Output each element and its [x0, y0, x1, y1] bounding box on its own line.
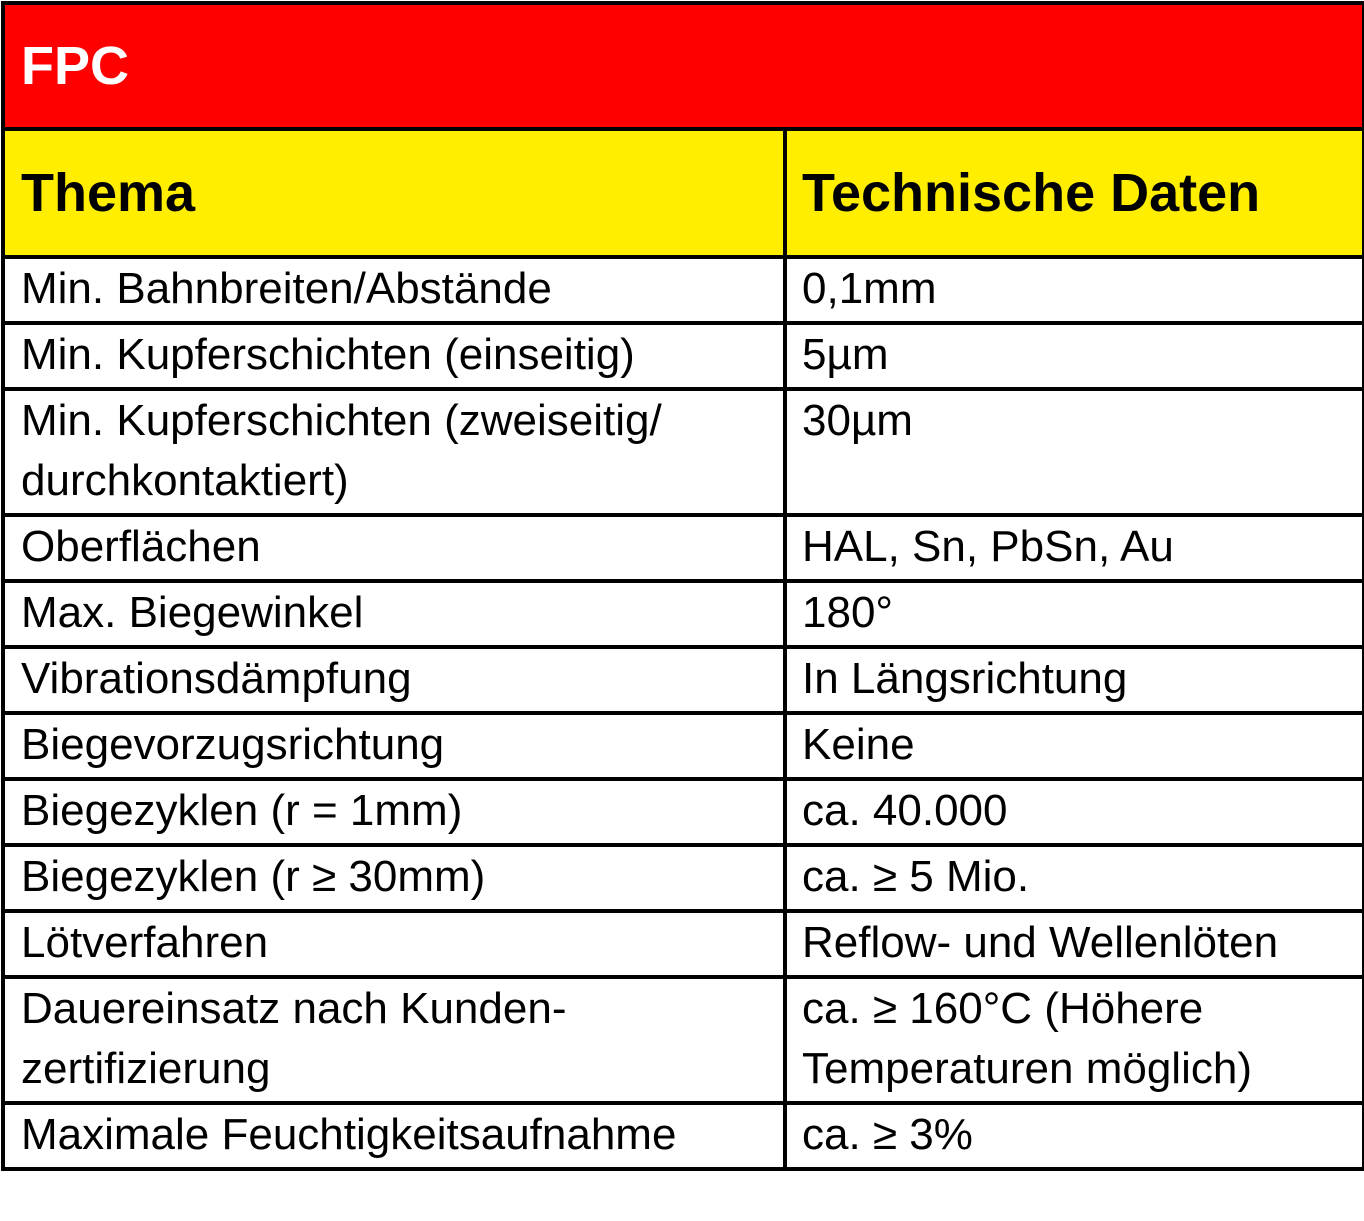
row-value: [785, 977, 1364, 1103]
fpc-spec-table: [1, 1, 1364, 1171]
header-topic: Thema: [3, 129, 785, 257]
row-value: 0,1mm: [785, 257, 1364, 323]
row-topic: Min. Bahnbreiten/Abstände: [3, 257, 785, 323]
row-topic: Min. Kupferschichten (einseitig): [3, 323, 785, 389]
table-row: [3, 1103, 1364, 1169]
row-topic: Lötverfahren: [3, 911, 785, 977]
row-topic: Maximale Feuchtigkeitsaufnahme: [3, 1103, 785, 1169]
row-value: HAL, Sn, PbSn, Au: [785, 515, 1364, 581]
table-row: [3, 977, 1364, 1103]
table-title: FPC: [3, 3, 1364, 129]
row-value: Reflow- und Wellenlöten: [785, 911, 1364, 977]
row-value: 30µm: [785, 389, 1364, 515]
row-value: Keine: [785, 713, 1364, 779]
table-row: [3, 389, 1364, 515]
row-value: ca. 40.000: [785, 779, 1364, 845]
row-topic: Vibrationsdämpfung: [3, 647, 785, 713]
row-topic-line: zertifizierung: [21, 1044, 271, 1093]
row-topic: [3, 977, 785, 1103]
title-row: [3, 3, 1364, 129]
table-row: [3, 323, 1364, 389]
row-value-line: Temperaturen möglich): [802, 1044, 1252, 1093]
row-value: 180°: [785, 581, 1364, 647]
table-row: [3, 845, 1364, 911]
row-topic-line: Dauereinsatz nach Kunden-: [21, 984, 567, 1033]
table-row: [3, 779, 1364, 845]
table-row: [3, 713, 1364, 779]
row-value-line: ca. ≥ 160°C (Höhere: [802, 984, 1204, 1033]
table-row: [3, 581, 1364, 647]
table-row: [3, 257, 1364, 323]
row-topic: [3, 389, 785, 515]
table-row: [3, 515, 1364, 581]
row-value: ca. ≥ 5 Mio.: [785, 845, 1364, 911]
header-technical-data: Technische Daten: [785, 129, 1364, 257]
row-topic: Max. Biegewinkel: [3, 581, 785, 647]
row-topic-line: durchkontaktiert): [21, 456, 349, 505]
row-topic: Oberflächen: [3, 515, 785, 581]
table-row: [3, 911, 1364, 977]
row-value: In Längsrichtung: [785, 647, 1364, 713]
row-topic-line: Min. Kupferschichten (zweiseitig/: [21, 396, 662, 445]
row-topic: Biegezyklen (r ≥ 30mm): [3, 845, 785, 911]
row-value: 5µm: [785, 323, 1364, 389]
row-topic: Biegevorzugsrichtung: [3, 713, 785, 779]
row-value: ca. ≥ 3%: [785, 1103, 1364, 1169]
table-row: [3, 647, 1364, 713]
row-topic: Biegezyklen (r = 1mm): [3, 779, 785, 845]
header-row: [3, 129, 1364, 257]
